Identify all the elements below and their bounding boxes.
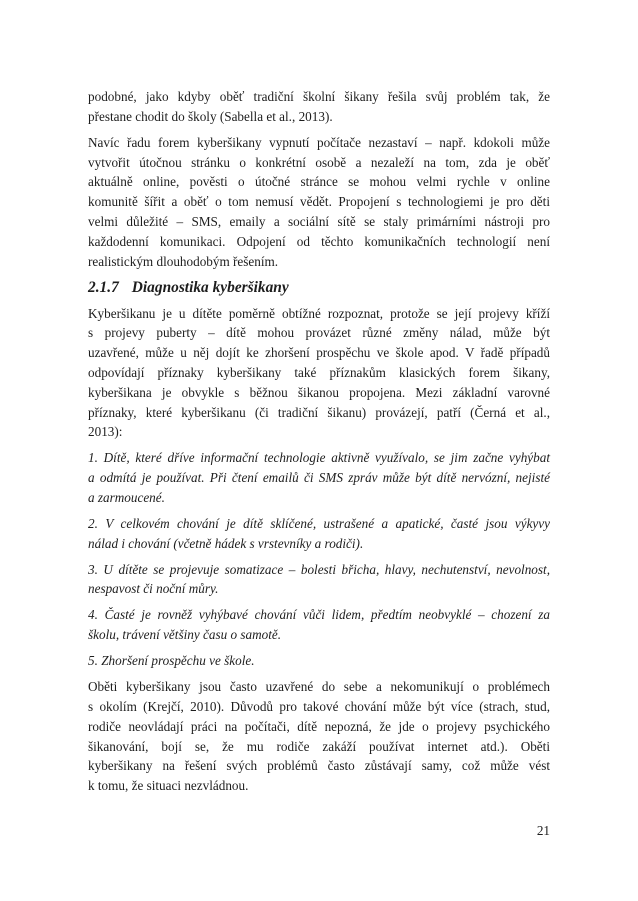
list-item-line: nálad i chování (včetně hádek s vrstevníky a rodiči). xyxy=(88,535,364,551)
paragraph-line: kyberšikana je obvykle s běžnou šikanou propojena. Mezi základní varovné xyxy=(88,384,550,400)
paragraph xyxy=(88,304,550,443)
paragraph-line: odpovídají příznaky kyberšikany také příznakům klasických forem šikany, xyxy=(88,364,550,380)
body-text xyxy=(88,87,550,796)
paragraph-line: vytvořit útočnou stránku o konkrétní osobě a nezaleží na tom, zda je oběť xyxy=(88,154,550,170)
paragraph-line: realistickým dlouhodobým řešením. xyxy=(88,253,279,269)
section-title: Diagnostika kyberšikany xyxy=(131,278,289,296)
warning-sign-item xyxy=(88,448,550,507)
warning-sign-item xyxy=(88,514,550,554)
warning-sign-item xyxy=(88,560,550,600)
paragraph-line: s projevy puberty – dítě mohou provázet různé změny nálad, může být xyxy=(88,325,550,341)
paragraph-line: komunitě šířit a oběť o tom nemusí vědět. Propojení s technologiemi je pro děti xyxy=(88,194,550,210)
paragraph-line: velmi důležité – SMS, emaily a sociální sítě se staly primárními nástroji pro xyxy=(88,213,550,229)
warning-sign-item xyxy=(88,651,550,671)
list-item-line: školu, trávení většiny času o samotě. xyxy=(88,627,282,643)
section-number: 2.1.7 xyxy=(88,278,119,296)
list-item-line: nespavost či noční můry. xyxy=(88,581,219,597)
paragraph-line: Navíc řadu forem kyberšikany vypnutí počítače nezastaví – např. kdokoli může xyxy=(88,134,550,150)
paragraph xyxy=(88,87,550,127)
list-item-line: a odmítá je používat. Při čtení emailů či SMS zpráv může být dítě nervózní, nejisté xyxy=(88,470,550,486)
paragraph-line: uzavřené, může u něj dojít ke zhoršení prospěchu ve škole apod. V řadě případů xyxy=(88,345,550,361)
paragraph-line: podobné, jako kdyby oběť tradiční školní šikany řešila svůj problém tak, že xyxy=(88,89,550,104)
paragraph-line: k tomu, že situaci nezvládnou. xyxy=(88,778,249,794)
list-item-line: 4. Časté je rovněž vyhýbavé chování vůči lidem, předtím neobvyklé – chození za xyxy=(88,607,550,623)
paragraph xyxy=(88,677,550,796)
list-item-line: 5. Zhoršení prospěchu ve škole. xyxy=(88,653,255,669)
paragraph-line: Oběti kyberšikany jsou často uzavřené do sebe a nekomunikují o problémech xyxy=(88,679,550,695)
paragraph-line: každodenní komunikaci. Odpojení od těchto komunikačních technologií není xyxy=(88,233,550,249)
list-item-line: a zarmoucené. xyxy=(88,489,165,505)
page-number: 21 xyxy=(536,823,550,838)
paragraph-line: aktuálně online, pověsti o útočné stránce se mohou velmi rychle v online xyxy=(88,174,550,190)
paragraph-line: šikanování, bojí se, že mu rodiče zakáží používat internet atd.). Oběti xyxy=(88,738,550,754)
list-item-line: 2. V celkovém chování je dítě sklíčené, ustrašené a apatické, časté jsou výkyvy xyxy=(88,515,550,531)
paragraph-line: příznaky, které kyberšikanu (či tradiční šikanu) provázejí, patří (Černá et al., xyxy=(88,404,550,420)
paragraph-line: kyberšikany na řešení svých problémů často zůstávají samy, což může vést xyxy=(88,758,550,774)
paragraph-line: rodiče neovládají práci na počítači, dítě nepozná, že jde o projevy psychického xyxy=(88,718,550,734)
section-heading xyxy=(88,278,550,298)
paragraph-line: 2013): xyxy=(88,424,123,440)
paragraph xyxy=(88,133,550,272)
paragraph-line: s okolím (Krejčí, 2010). Důvodů pro takové chování může být více (strach, stud, xyxy=(88,699,550,714)
warning-sign-item xyxy=(88,605,550,645)
list-item-line: 3. U dítěte se projevuje somatizace – bolesti břicha, hlavy, nechutenství, nevolnost, xyxy=(88,561,550,577)
paragraph-line: Kyberšikanu je u dítěte poměrně obtížné rozpoznat, protože se její projevy kříží xyxy=(88,305,550,321)
list-item-line: 1. Dítě, které dříve informační technologie aktivně využívalo, se jim začne vyhýbat xyxy=(88,450,550,466)
paragraph-line: přestane chodit do školy (Sabella et al., 2013). xyxy=(88,108,333,124)
